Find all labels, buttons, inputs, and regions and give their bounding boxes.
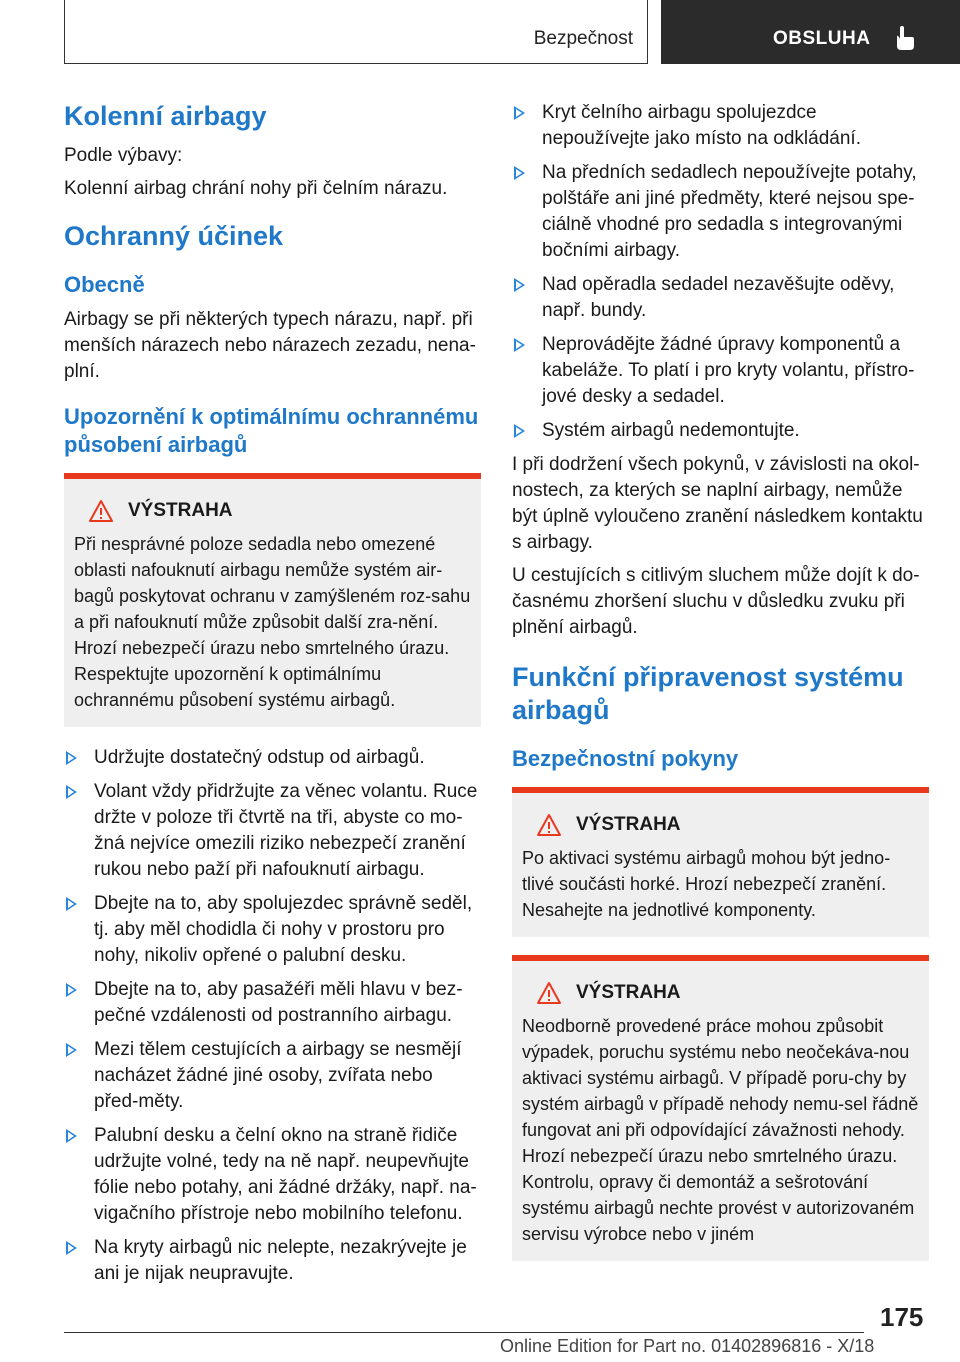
list-item <box>64 1235 481 1287</box>
warning-box <box>512 955 929 1261</box>
right-bullet-list <box>512 100 929 444</box>
list-item-text: Volant vždy přidržujte za věnec volantu. Ruce držte v poloze tři čtvrtě na tři, abyste co mo-žná nejvíce omezili riziko nebezpečí zranění rukou nebo paží při nafouknutí airbagu. <box>94 781 478 880</box>
list-item <box>64 1037 481 1115</box>
header-box <box>64 0 648 64</box>
page-number: 175 <box>880 1302 924 1332</box>
list-item <box>64 977 481 1029</box>
bullet-triangle-icon <box>66 983 77 997</box>
paragraph-injury-note: I při dodržení všech pokynů, v závislosti na okol-nostech, za kterých se naplní airbagy, nemůže být úplně vyloučeno zranění následkem kontaktu s airbagy. <box>512 454 923 553</box>
list-item-text: Dbejte na to, aby pasažéři měli hlavu v bez-pečné vzdálenosti od postranního airbagu. <box>94 979 463 1026</box>
list-item-text: Systém airbagů nedemontujte. <box>542 420 800 441</box>
warning-title <box>88 499 471 523</box>
list-item-text: Palubní desku a čelní okno na straně řidiče udržujte volné, tedy na ně např. neupevňujte fólie nebo potahy, ani žádné držáky, např. na-vigačního přístroje nebo mobilního telefonu. <box>94 1125 477 1224</box>
warning-title-text: VÝSTRAHA <box>128 500 233 521</box>
warning-title-text: VÝSTRAHA <box>576 982 681 1003</box>
list-item-text: Na kryty airbagů nic nelepte, nezakrývejte je ani je nijak neupravujte. <box>94 1237 467 1284</box>
list-item <box>64 779 481 883</box>
warning-text: Neodborně provedené práce mohou způsobit výpadek, poruchu systému nebo neočekáva-nou aktivaci systému airbagů. V případě poru-chy by systém airbagů v případě nehody nemu-sel řádně fungovat ani při odpovídající závažnosti nehody. Hrozí nebezpečí úrazu nebo smrtelného úrazu. Kontrolu, opravy či demontáž a sešrotování systému airbagů nechte provést v autorizovaném servisu výrobce nebo v jiném <box>522 1016 919 1244</box>
paragraph-hearing-note: U cestujících s citlivým sluchem může dojít k do-časnému zhoršení sluchu v důsledku zvuku při plnění airbagů. <box>512 565 920 638</box>
equipment-note: Podle výbavy: <box>64 145 183 166</box>
warning-box <box>64 473 481 727</box>
list-item-text: Mezi tělem cestujících a airbagy se nesmějí nacházet žádné jiné osoby, zvířata nebo před-měty. <box>94 1039 462 1112</box>
heading-airbag-readiness: Funkční připravenost systému airbagů <box>512 662 904 725</box>
heading-protective-effect: Ochranný účinek <box>64 221 284 251</box>
bullet-triangle-icon <box>514 166 525 180</box>
list-item <box>512 332 929 410</box>
list-item-text: Na předních sedadlech nepoužívejte potahy, polštáře ani jiné předměty, které nejsou spe-ciálně vhodné pro sedadla s integrovanými bočními airbagy. <box>542 162 917 261</box>
general-text: Airbagy se při některých typech nárazu, např. při menších nárazech nebo nárazech zezadu, nena-plní. <box>64 309 476 382</box>
left-column <box>64 100 481 1295</box>
list-item-text: Dbejte na to, aby spolujezdec správně seděl, tj. aby měl chodidla či nohy v prostoru pro nohy, nikoliv opřené o palubní desku. <box>94 893 473 966</box>
list-item-text: Nad opěradla sedadel nezavěšujte oděvy, např. bundy. <box>542 274 895 321</box>
list-item-text: Neprovádějte žádné úpravy komponentů a kabeláže. To platí i pro kryty volantu, přístro-jové desky a sedadel. <box>542 334 915 407</box>
header-tab <box>661 0 960 64</box>
warning-title-text: VÝSTRAHA <box>576 814 681 835</box>
warning-triangle-icon <box>536 981 562 1005</box>
list-item <box>512 272 929 324</box>
bullet-triangle-icon <box>514 338 525 352</box>
bullet-triangle-icon <box>66 1241 77 1255</box>
left-bullet-list <box>64 745 481 1287</box>
warning-triangle-icon <box>536 813 562 837</box>
bullet-triangle-icon <box>66 751 77 765</box>
list-item-text: Kryt čelního airbagu spolujezdce nepoužívejte jako místo na odkládání. <box>542 102 861 149</box>
list-item-text: Udržujte dostatečný odstup od airbagů. <box>94 747 425 768</box>
heading-knee-airbags: Kolenní airbagy <box>64 101 267 131</box>
list-item <box>64 1123 481 1227</box>
header-tab-label: OBSLUHA <box>773 28 871 49</box>
warning-triangle-icon <box>88 499 114 523</box>
bullet-triangle-icon <box>514 424 525 438</box>
heading-general: Obecně <box>64 272 145 297</box>
warning-text: Po aktivaci systému airbagů mohou být jedno-tlivé součásti horké. Hrozí nebezpečí zranění. Nesahejte na jednotlivé komponenty. <box>522 848 891 920</box>
warning-box <box>512 787 929 937</box>
bullet-triangle-icon <box>514 278 525 292</box>
list-item <box>512 160 929 264</box>
list-item <box>64 891 481 969</box>
bullet-triangle-icon <box>66 897 77 911</box>
knee-airbag-text: Kolenní airbag chrání nohy při čelním nárazu. <box>64 178 448 199</box>
heading-optimal-protection-notes: Upozornění k optimálnímu ochrannému působení airbagů <box>64 404 479 457</box>
header-section-title: Bezpečnost <box>533 28 633 49</box>
bullet-triangle-icon <box>514 106 525 120</box>
bullet-triangle-icon <box>66 1129 77 1143</box>
bullet-triangle-icon <box>66 1043 77 1057</box>
warning-text: Při nesprávné poloze sedadla nebo omezené oblasti nafouknutí airbagu nemůže systém air-bagů poskytovat ochranu v zamýšleném roz-sahu a při nafouknutí může způsobit další zra-nění. Hrozí nebezpečí úrazu nebo smrtelného úrazu. Respektujte upozornění k optimálnímu ochrannému působení systému airbagů. <box>74 534 471 710</box>
right-column <box>512 100 929 1261</box>
list-item <box>512 100 929 152</box>
list-item <box>512 418 929 444</box>
footer-edition: Online Edition for Part no. 01402896816 - X/18 <box>500 1336 875 1356</box>
list-item <box>64 745 481 771</box>
bullet-triangle-icon <box>66 785 77 799</box>
heading-safety-notes: Bezpečnostní pokyny <box>512 746 739 771</box>
pointing-hand-icon <box>891 24 919 52</box>
footer-divider <box>64 1332 864 1333</box>
warning-title <box>536 981 919 1005</box>
warning-title <box>536 813 919 837</box>
